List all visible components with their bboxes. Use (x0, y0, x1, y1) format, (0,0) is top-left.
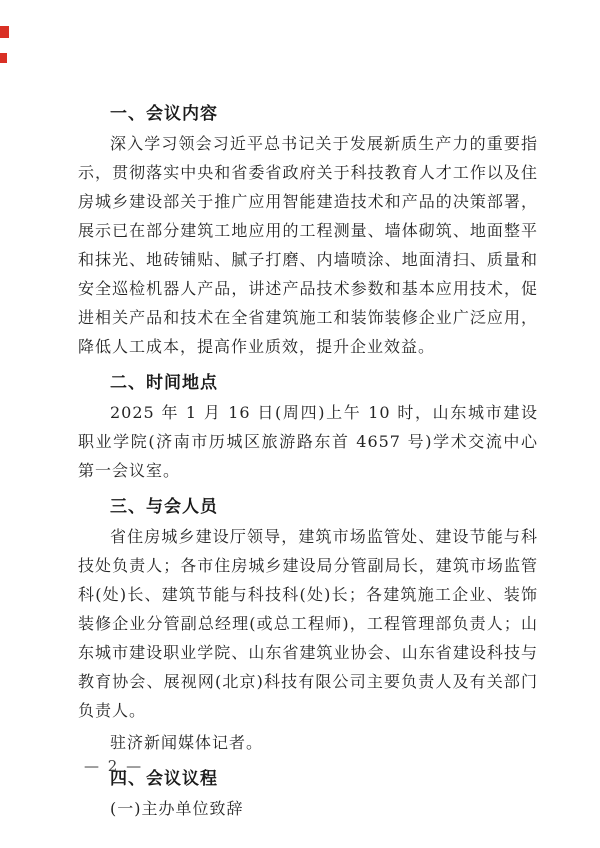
section-heading-meeting-content: 一、会议内容 (110, 104, 218, 124)
paragraph-media-reporters: 驻济新闻媒体记者。 (110, 733, 264, 752)
section-heading-time-location: 二、时间地点 (110, 373, 218, 393)
paragraph-time-location: 2025 年 1 月 16 日(周四)上午 10 时，山东城市建设职业学院(济南市历城区旅游路东首 4657 号)学术交流中心第一会议室。 (78, 403, 538, 480)
scan-artifact-mark (0, 26, 9, 38)
paragraph-participants: 省住房城乡建设厅领导，建筑市场监管处、建设节能与科技处负责人；各市住房城乡建设局分管副局长，建筑市场监管科(处)长、建筑节能与科技科(处)长；各建筑施工企业、装饰装修企业分管副总经理(或总工程师)，工程管理部负责人；山东城市建设职业学院、山东省建筑业协会、山东省建设科技与教育协会、展视网(北京)科技有限公司主要负责人及有关部门负责人。 (78, 527, 538, 720)
paragraph-meeting-content: 深入学习领会习近平总书记关于发展新质生产力的重要指示，贯彻落实中央和省委省政府关于科技教育人才工作以及住房城乡建设部关于推广应用智能建造技术和产品的决策部署，展示已在部分建筑工地应用的工程测量、墙体砌筑、地面整平和抹光、地砖铺贴、腻子打磨、内墙喷涂、地面清扫、质量和安全巡检机器人产品，讲述产品技术参数和基本应用技术，促进相关产品和技术在全省建筑施工和装饰装修企业广泛应用，降低人工成本，提高作业质效，提升企业效益。 (78, 134, 538, 356)
page-number: — 2 — (84, 757, 144, 775)
section-heading-agenda: 四、会议议程 (110, 769, 218, 789)
section-heading-participants: 三、与会人员 (110, 497, 218, 517)
paragraph-agenda-item-1: (一)主办单位致辞 (110, 799, 244, 818)
scan-artifact-mark (0, 53, 7, 63)
document-body (78, 100, 538, 823)
